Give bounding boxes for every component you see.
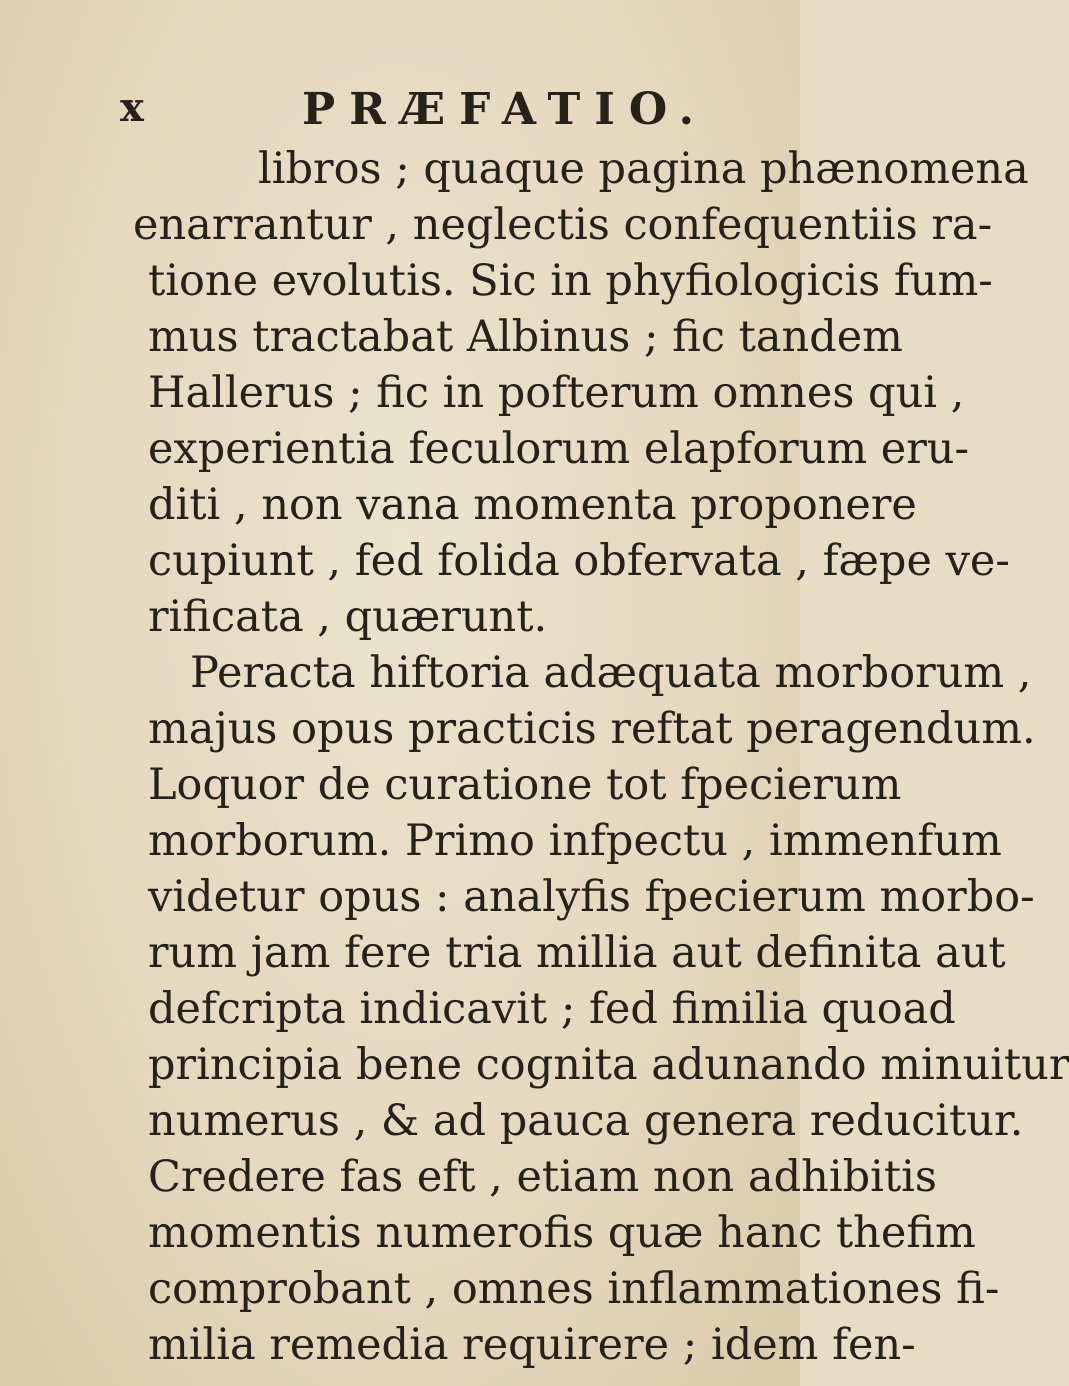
text-line: diti , non vana momenta proponere [148,480,917,530]
text-line: cupiunt , fed folida obfervata , fæpe ve- [148,536,1010,586]
text-line: principia bene cognita adunando minuitur [148,1040,1069,1090]
text-line: milia remedia requirere ; idem fen- [148,1320,916,1370]
text-line: Credere fas eft , etiam non adhibitis [148,1152,937,1202]
text-line: tione evolutis. Sic in phyfiologicis fum- [148,256,993,306]
text-line: videtur opus : analyfis fpecierum morbo- [148,872,1035,922]
text-line: numerus , & ad pauca genera reducitur. [148,1096,1024,1146]
text-line: Peracta hiftoria adæquata morborum , [190,648,1032,698]
text-line: defcripta indicavit ; fed fimilia quoad [148,984,956,1034]
text-line: Hallerus ; fic in pofterum omnes qui , [148,368,965,418]
page-number: x [120,84,146,131]
text-line: majus opus practicis reftat peragendum. [148,704,1036,754]
running-title: PRÆFATIO. [302,84,708,135]
text-line: mus tractabat Albinus ; fic tandem [148,312,903,362]
text-line: libros ; quaque pagina phænomena [258,144,1029,194]
text-line: morborum. Primo infpectu , immenfum [148,816,1002,866]
text-line: enarrantur , neglectis confequentiis ra- [133,200,993,250]
text-line: rificata , quærunt. [148,592,548,642]
text-line: rum jam fere tria millia aut definita aut [148,928,1006,978]
page-header [0,84,800,144]
text-line: Loquor de curatione tot fpecierum [148,760,902,810]
text-line: comprobant , omnes inflammationes fi- [148,1264,1000,1314]
text-line: momentis numerofis quæ hanc thefim [148,1208,976,1258]
text-line: experientia feculorum elapforum eru- [148,424,970,474]
